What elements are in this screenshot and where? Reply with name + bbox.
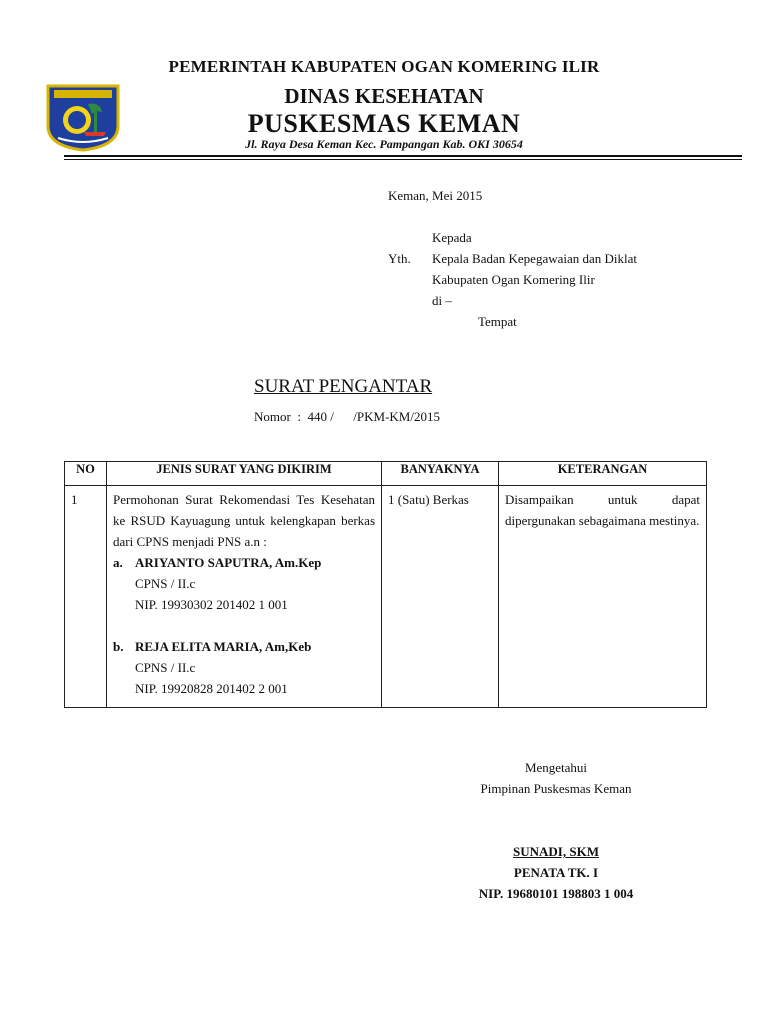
letter-number: Nomor : 440 / /PKM-KM/2015 (254, 409, 440, 424)
table-row (65, 486, 707, 708)
recipient-line-1: Kepala Badan Kepegawaian dan Diklat (432, 251, 638, 266)
header-no: NO (65, 462, 107, 486)
table-header-row (65, 462, 707, 486)
recipient-line-3: di – (432, 293, 452, 308)
header-document-type: JENIS SURAT YANG DIKIRIM (107, 462, 382, 486)
person-b-name: REJA ELITA MARIA, Am,Keb (135, 639, 312, 654)
signer-name: SUNADI, SKM (513, 844, 599, 859)
person-b-nip: NIP. 19920828 201402 2 001 (135, 681, 288, 696)
person-a-nip: NIP. 19930302 201402 1 001 (135, 597, 288, 612)
row-description-cell (107, 486, 382, 708)
government-heading: PEMERINTAH KABUPATEN OGAN KOMERING ILIR (168, 57, 600, 76)
letter-title: SURAT PENGANTAR (254, 376, 433, 397)
row-remarks: Disampaikan untuk dapat dipergunakan sebagaimana mestinya. (499, 486, 707, 708)
person-a-rank: CPNS / II.c (135, 576, 196, 591)
header-quantity: BANYAKNYA (382, 462, 499, 486)
header-divider-thin (64, 159, 742, 160)
header-remarks: KETERANGAN (499, 462, 707, 486)
row-quantity: 1 (Satu) Berkas (382, 486, 499, 708)
person-b-name-line (113, 636, 375, 657)
row-no: 1 (65, 486, 107, 708)
person-b-rank: CPNS / II.c (135, 660, 196, 675)
acknowledged-label: Mengetahui (524, 760, 588, 775)
to-label: Kepada (432, 230, 472, 245)
person-a-name: ARIYANTO SAPUTRA, Am.Kep (135, 555, 322, 570)
documents-table (64, 461, 707, 708)
person-a-label: a. (113, 555, 123, 570)
person-a-name-line (113, 552, 375, 573)
row-description: Permohonan Surat Rekomendasi Tes Kesehatan ke RSUD Kayuagung untuk kelengkapan berkas dari CPNS menjadi PNS a.n : (113, 492, 375, 549)
recipient-line-4: Tempat (478, 314, 517, 329)
department-heading: DINAS KESEHATAN (284, 84, 484, 108)
address-line: Jl. Raya Desa Keman Kec. Pampangan Kab. OKI 30654 (245, 137, 523, 151)
recipient-line-2: Kabupaten Ogan Komering Ilir (432, 272, 595, 287)
person-b-label: b. (113, 639, 124, 654)
spacer (113, 615, 375, 636)
yth-label: Yth. (388, 251, 411, 266)
place-date: Keman, Mei 2015 (388, 188, 483, 203)
institution-heading: PUSKESMAS KEMAN (247, 109, 521, 138)
signer-position: Pimpinan Puskesmas Keman (480, 781, 632, 796)
header-divider-thick (64, 155, 742, 157)
signer-rank: PENATA TK. I (513, 865, 599, 880)
signer-nip: NIP. 19680101 198803 1 004 (478, 886, 634, 901)
